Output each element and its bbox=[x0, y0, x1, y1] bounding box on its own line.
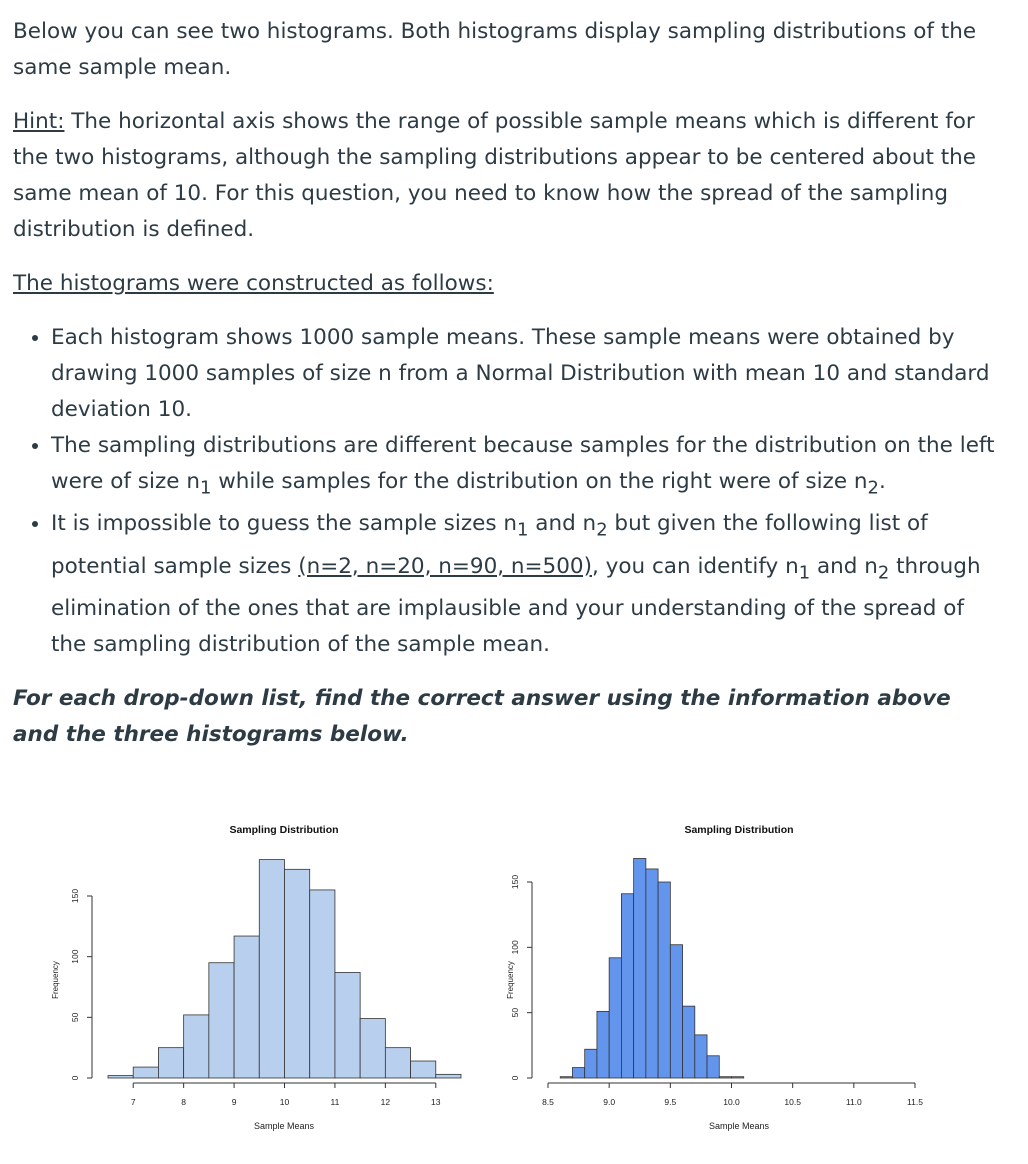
x-axis-label: Sample Means bbox=[708, 1121, 770, 1131]
histogram-bar bbox=[585, 1049, 597, 1078]
histogram-bar bbox=[719, 1077, 731, 1078]
histogram-bar bbox=[234, 936, 259, 1078]
histogram-bar bbox=[670, 945, 682, 1078]
x-tick-label: 8 bbox=[181, 1097, 187, 1107]
histogram-bar bbox=[560, 1077, 572, 1078]
x-axis-label: Sample Means bbox=[253, 1121, 315, 1131]
x-tick-label: 8.5 bbox=[542, 1097, 554, 1107]
histogram-bar bbox=[683, 1006, 695, 1078]
sample-size-list: (n=2, n=20, n=90, n=500) bbox=[298, 553, 592, 579]
intro-paragraph: Below you can see two histograms. Both histograms display sampling distributions of the same sample mean. bbox=[13, 19, 977, 80]
histogram-bar bbox=[360, 1019, 385, 1078]
question-content bbox=[13, 14, 998, 753]
x-tick-label: 7 bbox=[130, 1097, 136, 1107]
histogram-bar bbox=[707, 1056, 719, 1078]
list-item: • It is impossible to guess the sample sizes $n_1$ and $n_2$ but given the following list of potential sample sizes (n=2, n=20, n=90, n=500), you can identify $n_1$ and $n_2$ through elimination of the ones that are implausible and your understanding of the spread of the sampling distribution of the sample mean. bbox=[51, 506, 998, 663]
construction-heading: The histograms were constructed as follows: bbox=[13, 271, 494, 296]
x-tick-label: 9.0 bbox=[603, 1097, 616, 1107]
y-tick-label: 150 bbox=[70, 888, 80, 904]
histogram-bar bbox=[335, 972, 360, 1078]
y-tick-label: 150 bbox=[510, 874, 520, 890]
histogram-bar bbox=[646, 869, 658, 1078]
y-tick-label: 50 bbox=[70, 1012, 80, 1023]
histogram-bar bbox=[695, 1035, 707, 1078]
x-tick-label: 9.5 bbox=[664, 1097, 677, 1107]
x-tick-label: 12 bbox=[380, 1097, 391, 1107]
y-tick-label: 100 bbox=[70, 949, 80, 964]
hint-paragraph bbox=[13, 104, 998, 248]
x-tick-label: 11 bbox=[330, 1097, 340, 1107]
histogram-bar bbox=[411, 1061, 436, 1078]
histogram-bar bbox=[658, 882, 670, 1078]
x-tick-label: 10 bbox=[279, 1097, 290, 1107]
histogram-bar bbox=[310, 890, 335, 1078]
histogram-bar bbox=[732, 1077, 744, 1078]
chart-title: Sampling Distribution bbox=[684, 824, 794, 836]
histogram-bar bbox=[385, 1048, 410, 1078]
y-tick-label: 0 bbox=[70, 1075, 80, 1081]
hint-label: Hint: bbox=[13, 109, 65, 134]
histogram-bar bbox=[436, 1074, 461, 1078]
y-tick-label: 50 bbox=[510, 1007, 520, 1018]
histogram-bar bbox=[285, 869, 310, 1078]
construction-list bbox=[13, 320, 998, 663]
histogram-bar bbox=[133, 1067, 158, 1078]
y-axis-label: Frequency bbox=[51, 961, 60, 999]
y-tick-label: 0 bbox=[510, 1075, 520, 1081]
instruction-text: For each drop-down list, find the correct answer using the information above and the three histograms below. bbox=[13, 685, 951, 747]
y-axis-label: Frequency bbox=[506, 961, 515, 999]
hint-text: The horizontal axis shows the range of possible sample means which is different for the two histograms, although the sampling distributions appear to be centered about the same mean of 10. For this question, you need to know how the spread of the sampling distribution is defined. bbox=[13, 109, 977, 242]
histogram-bar bbox=[184, 1015, 209, 1078]
histogram-bar bbox=[621, 894, 633, 1078]
chart-title: Sampling Distribution bbox=[229, 824, 339, 836]
x-tick-label: 13 bbox=[431, 1097, 441, 1107]
list-item: • Each histogram shows 1000 sample means. These sample means were obtained by drawing 1000 samples of size n from a Normal Distribution with mean 10 and standard deviation 10. bbox=[51, 320, 998, 428]
histogram-bar bbox=[609, 958, 621, 1078]
x-tick-label: 11.5 bbox=[907, 1097, 923, 1107]
histogram-bar bbox=[158, 1048, 183, 1078]
x-tick-label: 10.0 bbox=[723, 1097, 740, 1107]
histogram-bar bbox=[572, 1068, 584, 1078]
histogram-bar bbox=[209, 963, 234, 1078]
x-tick-label: 10.5 bbox=[784, 1097, 801, 1107]
histogram-bar bbox=[634, 858, 646, 1078]
list-item: • The sampling distributions are different because samples for the distribution on the left were of size $n_1$ while samples for the distribution on the right were of size $n_2$. bbox=[51, 428, 998, 506]
histogram-svg bbox=[0, 760, 1028, 1164]
histogram-bar bbox=[259, 860, 284, 1078]
y-tick-label: 100 bbox=[510, 940, 520, 955]
histograms-figure bbox=[0, 760, 1028, 1164]
histogram-bar bbox=[597, 1011, 609, 1078]
histogram-bar bbox=[108, 1076, 133, 1078]
x-tick-label: 11.0 bbox=[845, 1097, 862, 1107]
x-tick-label: 9 bbox=[231, 1097, 237, 1107]
